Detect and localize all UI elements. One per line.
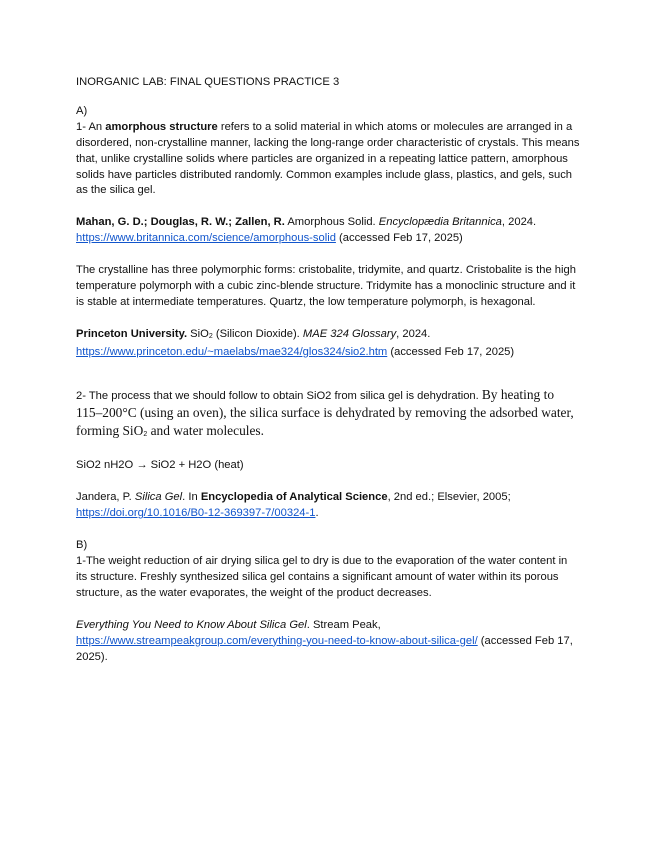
document-page [76, 75, 581, 665]
ref2-accessed: (accessed Feb 17, 2025) [387, 345, 515, 358]
question-a2-paragraph [76, 387, 581, 443]
ref4-publisher: . Stream Peak, [306, 618, 381, 631]
ref1-accessed: (accessed Feb 17, 2025) [335, 232, 463, 245]
question-a1-paragraph [76, 120, 581, 200]
q2-sans-text: 2- The process that we should follow to obtain SiO2 from silica gel is dehydration. [76, 389, 482, 402]
q1-rest: refers to a solid material in which atoms or molecules are arranged in a disordered, non-crystalline manner, lacking the long-range order characteristic of crystals. This means that, unlike crystalline solids where particles are organized in a repeating lattice pattern, amorphous solids have particles distributed randomly. Common examples include glass, plastics, and gels, such as the silica gel. [76, 120, 580, 197]
ref2-authors: Princeton University. [76, 327, 188, 340]
ref4-accessed: (accessed Feb 17, 2025). [76, 634, 573, 663]
title-text: INORGANIC LAB: FINAL QUESTIONS PRACTICE 3 [76, 76, 340, 88]
ref4-title: Everything You Need to Know About Silica Gel [76, 618, 307, 631]
section-a-label-text: A) [76, 104, 88, 117]
q2-serif-text-a: By heating to 115–200°C (using an oven), the silica surface is dehydrated by removing the adsorbed water, forming SiO [76, 386, 574, 438]
ref1-authors: Mahan, G. D.; Douglas, R. W.; Zallen, R. [76, 216, 285, 229]
ref1-link[interactable]: https://www.britannica.com/science/amorphous-solid [76, 232, 336, 245]
reference-2 [76, 327, 581, 361]
reference-3 [76, 490, 581, 522]
ref2-title-b: (Silicon Dioxide). [212, 327, 303, 340]
reference-1 [76, 215, 581, 247]
question-b1-paragraph [76, 554, 581, 602]
ref2-year: , 2024. [396, 327, 431, 340]
ref1-title: Amorphous Solid. [284, 216, 379, 229]
ref2-subscript: 2 [208, 332, 213, 340]
ref4-link[interactable]: https://www.streampeakgroup.com/everything-you-need-to-know-about-silica-gel/ [76, 634, 478, 647]
ref2-title-a: SiO [187, 327, 209, 340]
section-a-label [76, 104, 581, 120]
ref3-rest: , 2nd ed.; Elsevier, 2005; [387, 491, 511, 504]
q2-subscript: 2 [143, 430, 148, 438]
ref3-book: Encyclopedia of Analytical Science [200, 491, 388, 504]
q1-bold-term: amorphous structure [105, 120, 218, 133]
ref3-link[interactable]: https://doi.org/10.1016/B0-12-369397-7/00324-1 [76, 507, 316, 520]
page-title [76, 75, 581, 91]
section-b-label [76, 538, 581, 554]
crystal-text: The crystalline has three polymorphic forms: cristobalite, tridymite, and quartz. Cristobalite is the high temperature polymorph with a cubic zinc-blende structure. Tridymite has a monoclinic structure and it is stable at intermediate temperatures. Quartz, the low temperature polymorph, is hexagonal. [76, 264, 576, 308]
q1-prefix: 1- An [76, 120, 106, 133]
ref3-end: . [315, 507, 319, 520]
equation-text: SiO2 nH2O → SiO2 + H2O (heat) [76, 459, 244, 472]
ref2-link[interactable]: https://www.princeton.edu/~maelabs/mae324/glos324/sio2.htm [76, 345, 388, 358]
equation [76, 458, 581, 474]
crystalline-paragraph [76, 263, 581, 311]
b1-text: 1-The weight reduction of air drying silica gel to dry is due to the evaporation of the water content in its structure. Freshly synthesized silica gel contains a significant amount of water within its porous structure, as the water evaporates, the weight of the product decreases. [76, 555, 568, 599]
ref3-author: Jandera, P. [76, 491, 135, 504]
reference-4 [76, 618, 581, 666]
ref2-journal: MAE 324 Glossary [302, 327, 397, 340]
ref3-in: . In [182, 491, 201, 504]
section-b-label-text: B) [76, 539, 88, 552]
ref1-journal: Encyclopædia Britannica [378, 216, 502, 229]
ref1-year: , 2024. [501, 216, 537, 229]
q2-serif-text-b: and water molecules. [147, 422, 264, 438]
ref3-title: Silica Gel [134, 491, 183, 504]
